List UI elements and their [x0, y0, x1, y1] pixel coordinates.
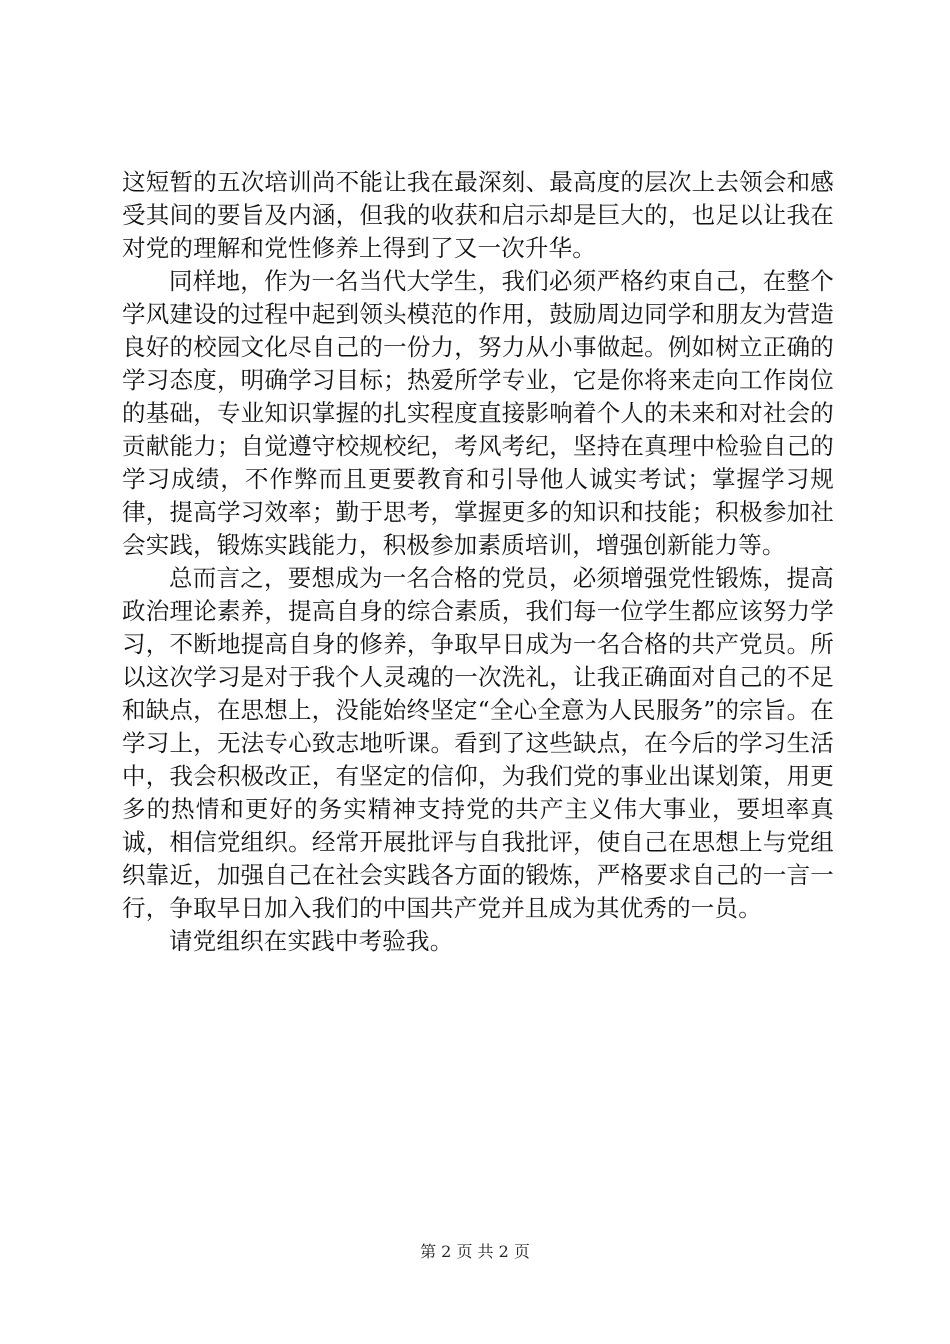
paragraph-3: 总而言之，要想成为一名合格的党员，必须增强党性锻炼，提高政治理论素养，提高自身的综合素质，我们每一位学生都应该努力学习，不断地提高自身的修养，争取早日成为一名合格的共产党员。所以这次学习是对于我个人灵魂的一次洗礼，让我正确面对自己的不足和缺点，在思想上，没能始终坚定“全心全意为人民服务”的宗旨。在学习上，无法专心致志地听课。看到了这些缺点，在今后的学习生活中，我会积极改正，有坚定的信仰，为我们党的事业出谋划策，用更多的热情和更好的务实精神支持党的共产主义伟大事业，要坦率真诚，相信党组织。经常开展批评与自我批评，使自己在思想上与党组织靠近，加强自己在社会实践各方面的锻炼，严格要求自己的一言一行，争取早日加入我们的中国共产党并且成为其优秀的一员。: [122, 564, 834, 922]
paragraph-1: 这短暂的五次培训尚不能让我在最深刻、最高度的层次上去领会和感受其间的要旨及内涵，但我的收获和启示却是巨大的，也足以让我在对党的理解和党性修养上得到了又一次升华。: [122, 168, 834, 262]
page-number-footer: 第 2 页 共 2 页: [420, 1242, 530, 1261]
document-body: [122, 166, 834, 958]
paragraph-2: 同样地，作为一名当代大学生，我们必须严格约束自己，在整个学风建设的过程中起到领头模范的作用，鼓励周边同学和朋友为营造良好的校园文化尽自己的一份力，努力从小事做起。例如树立正确的学习态度，明确学习目标；热爱所学专业，它是你将来走向工作岗位的基础，专业知识掌握的扎实程度直接影响着个人的未来和对社会的贡献能力；自觉遵守校规校纪，考风考纪，坚持在真理中检验自己的学习成绩，不作弊而且更要教育和引导他人诚实考试；掌握学习规律，提高学习效率；勤于思考，掌握更多的知识和技能；积极参加社会实践，锻炼实践能力，积极参加素质培训，增强创新能力等。: [122, 267, 834, 559]
paragraph-4: 请党组织在实践中考验我。: [169, 927, 454, 955]
